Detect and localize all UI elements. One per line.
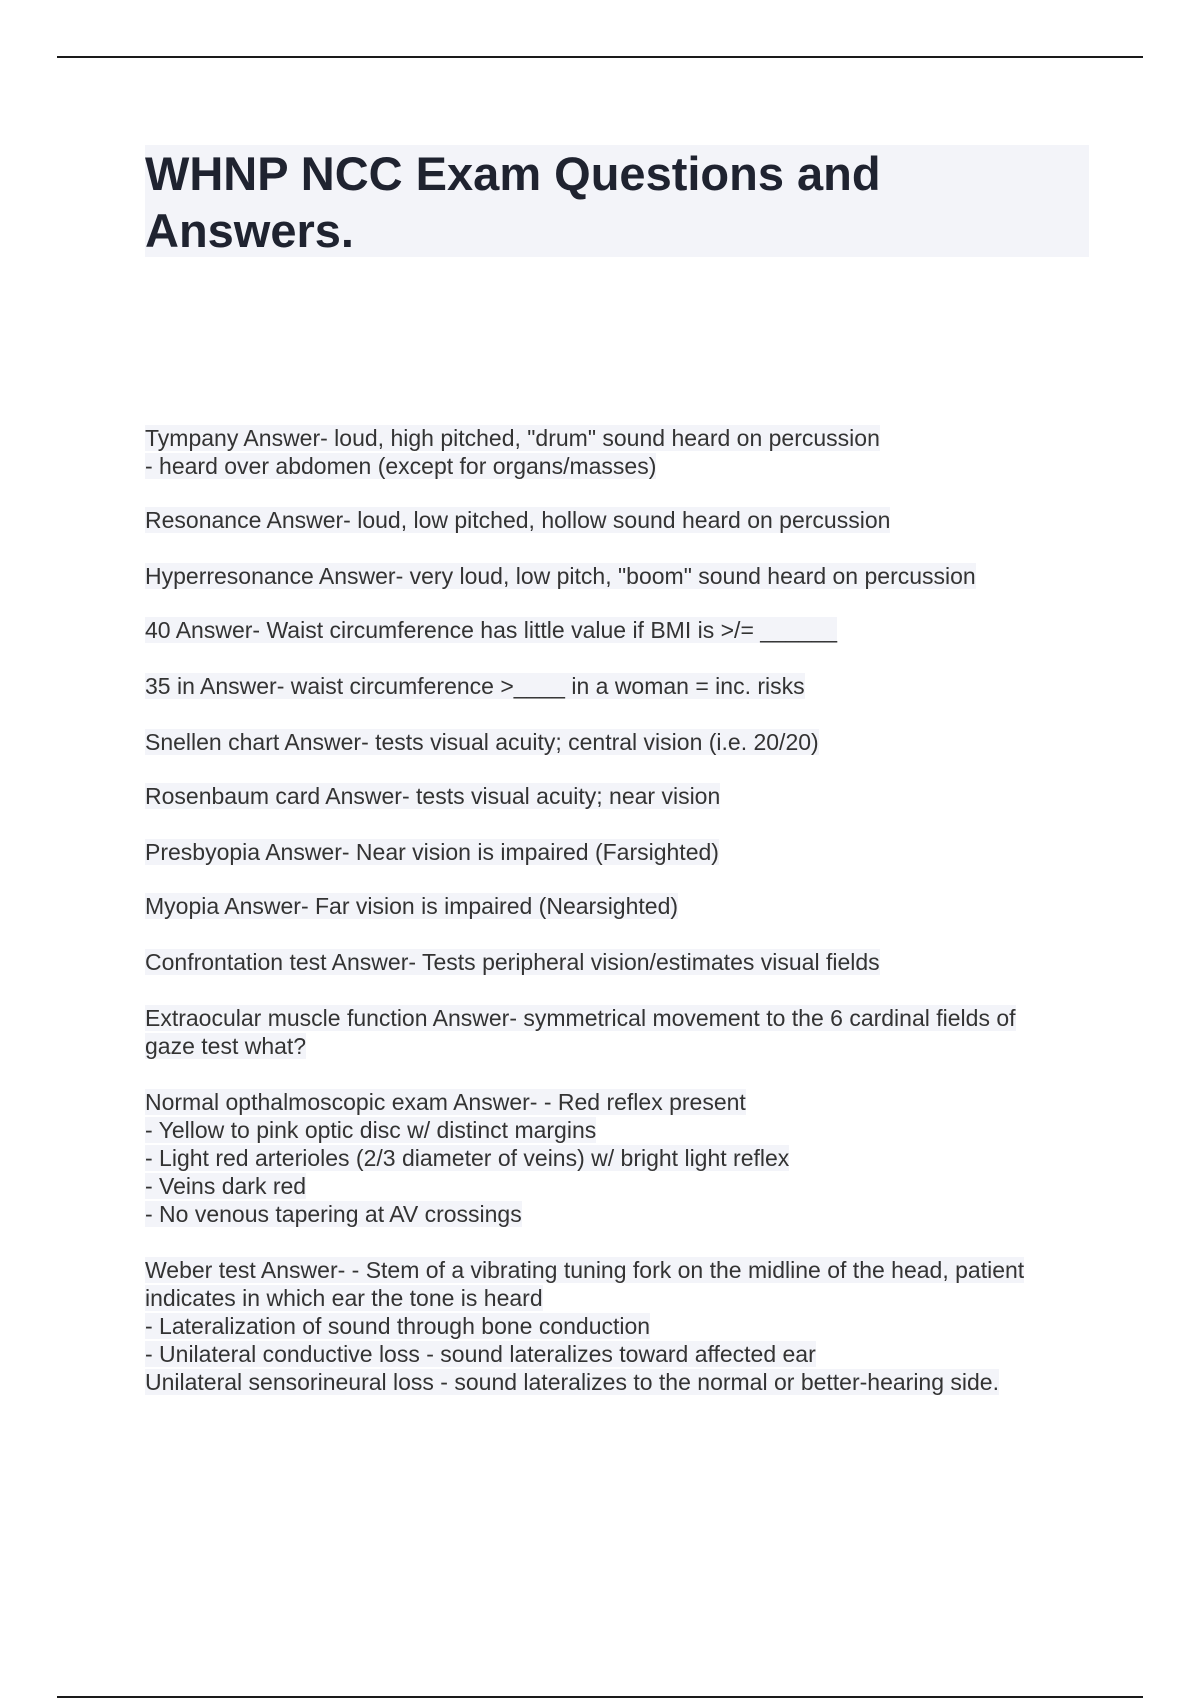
qa-text-line: - Lateralization of sound through bone conduction xyxy=(145,1313,651,1339)
qa-text-line: indicates in which ear the tone is heard xyxy=(145,1285,543,1311)
qa-item xyxy=(145,782,1085,810)
qa-item xyxy=(145,506,1085,534)
qa-text-line: Snellen chart Answer- tests visual acuity; central vision (i.e. 20/20) xyxy=(145,729,819,755)
qa-text-line: Normal opthalmoscopic exam Answer- - Red reflex present xyxy=(145,1089,746,1115)
qa-item xyxy=(145,672,1085,700)
qa-text-line: Extraocular muscle function Answer- symmetrical movement to the 6 cardinal fields of xyxy=(145,1005,1016,1031)
qa-text-line: Confrontation test Answer- Tests peripheral vision/estimates visual fields xyxy=(145,949,880,975)
qa-item xyxy=(145,616,1085,644)
qa-item xyxy=(145,1088,1085,1228)
qa-text-line: Presbyopia Answer- Near vision is impaired (Farsighted) xyxy=(145,839,719,865)
qa-list xyxy=(145,424,1085,1396)
qa-text-line: Tympany Answer- loud, high pitched, "drum" sound heard on percussion xyxy=(145,425,880,451)
qa-text-line: Myopia Answer- Far vision is impaired (Nearsighted) xyxy=(145,893,679,919)
qa-text-line: - Unilateral conductive loss - sound lateralizes toward affected ear xyxy=(145,1341,816,1367)
qa-item xyxy=(145,562,1085,590)
qa-text-line: - Light red arterioles (2/3 diameter of veins) w/ bright light reflex xyxy=(145,1145,790,1171)
qa-item xyxy=(145,424,1085,480)
page-title: WHNP NCC Exam Questions and Answers. xyxy=(145,147,881,257)
qa-item xyxy=(145,892,1085,920)
qa-text-line: Rosenbaum card Answer- tests visual acuity; near vision xyxy=(145,783,721,809)
qa-item xyxy=(145,948,1085,976)
qa-text-line: Weber test Answer- - Stem of a vibrating tuning fork on the midline of the head, patient xyxy=(145,1257,1025,1283)
qa-text-line: gaze test what? xyxy=(145,1033,307,1059)
qa-text-line: - No venous tapering at AV crossings xyxy=(145,1201,522,1227)
qa-item xyxy=(145,1004,1085,1060)
qa-text-line: Unilateral sensorineural loss - sound lateralizes to the normal or better-hearing side. xyxy=(145,1369,999,1395)
qa-item xyxy=(145,728,1085,756)
qa-text-line: - heard over abdomen (except for organs/masses) xyxy=(145,453,657,479)
qa-text-line: Hyperresonance Answer- very loud, low pitch, "boom" sound heard on percussion xyxy=(145,563,976,589)
title-block xyxy=(145,145,1089,257)
qa-text-line: 40 Answer- Waist circumference has little value if BMI is >/= ______ xyxy=(145,617,838,643)
header-rule xyxy=(57,56,1143,58)
qa-item xyxy=(145,838,1085,866)
footer-rule xyxy=(57,1696,1143,1698)
qa-text-line: - Yellow to pink optic disc w/ distinct margins xyxy=(145,1117,597,1143)
qa-text-line: Resonance Answer- loud, low pitched, hollow sound heard on percussion xyxy=(145,507,891,533)
qa-item xyxy=(145,1256,1085,1396)
qa-text-line: 35 in Answer- waist circumference >____ in a woman = inc. risks xyxy=(145,673,805,699)
qa-text-line: - Veins dark red xyxy=(145,1173,307,1199)
